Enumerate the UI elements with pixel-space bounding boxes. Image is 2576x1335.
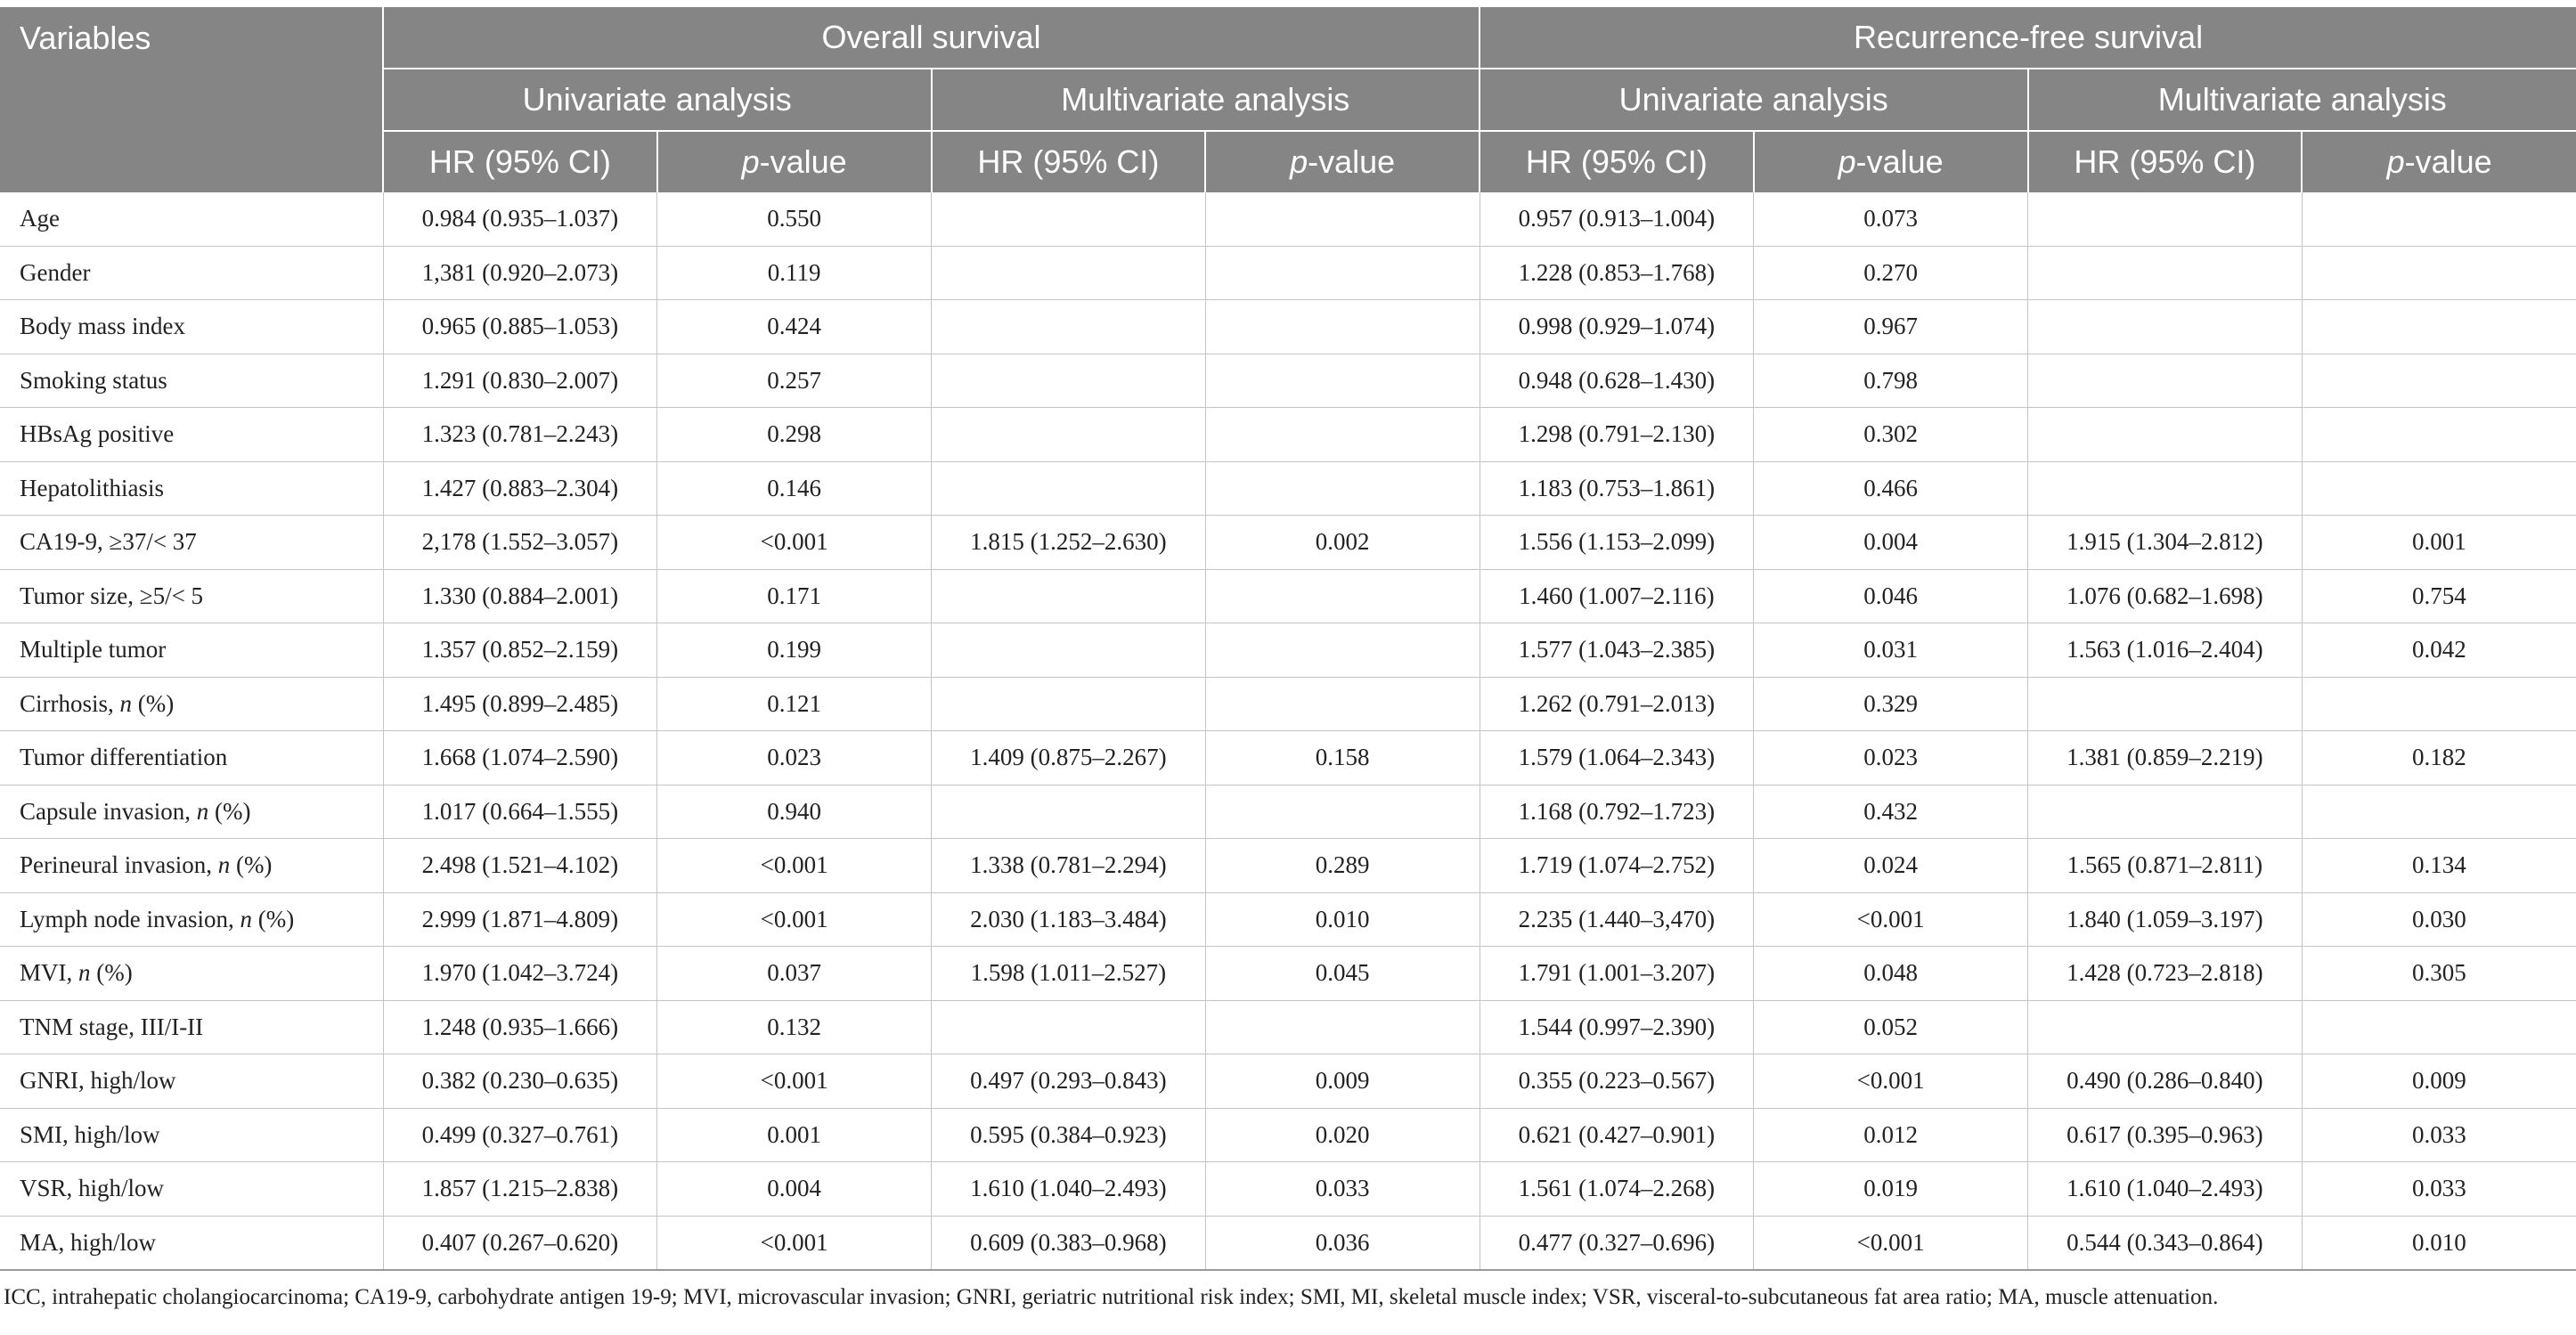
hr-ci-cell: 1.228 (0.853–1.768) bbox=[1480, 246, 1754, 300]
p-value-cell bbox=[1205, 677, 1480, 731]
hr-ci-cell: 2.235 (1.440–3,470) bbox=[1480, 892, 1754, 947]
p-value-cell: 0.466 bbox=[1754, 461, 2028, 516]
hr-ci-cell: 1.544 (0.997–2.390) bbox=[1480, 1000, 1754, 1054]
p-value-header bbox=[1754, 131, 2028, 192]
table-row bbox=[0, 300, 2576, 354]
hr-ci-cell: 0.617 (0.395–0.963) bbox=[2028, 1108, 2303, 1162]
hr-ci-cell: 1.168 (0.792–1.723) bbox=[1480, 785, 1754, 839]
rfs-univariate-header: Univariate analysis bbox=[1480, 69, 2028, 131]
p-value-cell: 0.023 bbox=[657, 731, 932, 786]
hr-ci-cell: 0.998 (0.929–1.074) bbox=[1480, 300, 1754, 354]
table-container bbox=[0, 7, 2576, 1310]
os-multivariate-header: Multivariate analysis bbox=[932, 69, 1480, 131]
hr-ci-cell bbox=[2028, 192, 2303, 246]
hr-ci-cell: 1.330 (0.884–2.001) bbox=[383, 569, 657, 623]
hr-ci-cell: 1.577 (1.043–2.385) bbox=[1480, 623, 1754, 678]
table-row bbox=[0, 192, 2576, 246]
hr-ci-cell: 1.610 (1.040–2.493) bbox=[932, 1162, 1206, 1217]
hr-ci-cell: 1.298 (0.791–2.130) bbox=[1480, 408, 1754, 462]
variable-name: MA, high/low bbox=[20, 1228, 157, 1256]
table-row bbox=[0, 461, 2576, 516]
hr-ci-cell: 1.563 (1.016–2.404) bbox=[2028, 623, 2303, 678]
p-value-cell: 0.171 bbox=[657, 569, 932, 623]
p-value-cell: 0.146 bbox=[657, 461, 932, 516]
variable-italic: n bbox=[217, 851, 231, 879]
p-value-cell: <0.001 bbox=[657, 516, 932, 570]
table-row bbox=[0, 839, 2576, 893]
table-row bbox=[0, 947, 2576, 1001]
p-value-cell bbox=[1205, 461, 1480, 516]
p-value-cell bbox=[1205, 623, 1480, 678]
p-value-cell: 0.033 bbox=[2302, 1162, 2576, 1217]
p-value-cell: 0.121 bbox=[657, 677, 932, 731]
table-row bbox=[0, 408, 2576, 462]
hr-ci-cell: 1.579 (1.064–2.343) bbox=[1480, 731, 1754, 786]
hr-ci-cell: 2.999 (1.871–4.809) bbox=[383, 892, 657, 947]
p-value-cell: 0.001 bbox=[2302, 516, 2576, 570]
p-value-cell: 0.020 bbox=[1205, 1108, 1480, 1162]
hr-ci-cell: 1.970 (1.042–3.724) bbox=[383, 947, 657, 1001]
variable-label bbox=[0, 1162, 383, 1217]
variable-label bbox=[0, 192, 383, 246]
p-value-cell: 0.257 bbox=[657, 354, 932, 408]
hr-ci-cell: 1.338 (0.781–2.294) bbox=[932, 839, 1206, 893]
hr-ci-cell: 2.030 (1.183–3.484) bbox=[932, 892, 1206, 947]
variable-label bbox=[0, 246, 383, 300]
recurrence-free-survival-header: Recurrence-free survival bbox=[1480, 7, 2576, 69]
p-value-cell bbox=[1205, 354, 1480, 408]
hr-ci-cell: 1.291 (0.830–2.007) bbox=[383, 354, 657, 408]
hr-ci-cell bbox=[932, 461, 1206, 516]
p-value-cell: 0.004 bbox=[657, 1162, 932, 1217]
p-value-cell: 0.298 bbox=[657, 408, 932, 462]
table-row bbox=[0, 1054, 2576, 1109]
hr-ci-cell: 1.561 (1.074–2.268) bbox=[1480, 1162, 1754, 1217]
variable-suffix: (%) bbox=[251, 905, 295, 932]
hr-ci-cell: 0.544 (0.343–0.864) bbox=[2028, 1216, 2303, 1270]
p-value-cell: 0.182 bbox=[2302, 731, 2576, 786]
p-value-cell: 0.289 bbox=[1205, 839, 1480, 893]
subheader-row bbox=[0, 131, 2576, 192]
hr-ci-cell bbox=[2028, 408, 2303, 462]
hr-ci-cell: 1.076 (0.682–1.698) bbox=[2028, 569, 2303, 623]
variable-name: HBsAg positive bbox=[20, 420, 175, 448]
hr-ci-cell bbox=[2028, 1000, 2303, 1054]
hr-ci-cell: 2.498 (1.521–4.102) bbox=[383, 839, 657, 893]
hr-ci-cell: 0.477 (0.327–0.696) bbox=[1480, 1216, 1754, 1270]
p-value-cell: <0.001 bbox=[1754, 1216, 2028, 1270]
p-value-cell: 0.004 bbox=[1754, 516, 2028, 570]
p-value-cell: 0.270 bbox=[1754, 246, 2028, 300]
p-value-cell: 0.199 bbox=[657, 623, 932, 678]
hr-ci-cell: 0.621 (0.427–0.901) bbox=[1480, 1108, 1754, 1162]
hr-ci-cell: 1.668 (1.074–2.590) bbox=[383, 731, 657, 786]
hr-ci-header: HR (95% CI) bbox=[1480, 131, 1754, 192]
variable-label bbox=[0, 569, 383, 623]
p-value-cell bbox=[2302, 192, 2576, 246]
p-value-cell bbox=[2302, 408, 2576, 462]
hr-ci-header: HR (95% CI) bbox=[2028, 131, 2303, 192]
hr-ci-cell: 1.428 (0.723–2.818) bbox=[2028, 947, 2303, 1001]
variable-name: Lymph node invasion, bbox=[20, 905, 240, 932]
p-value-cell: 0.036 bbox=[1205, 1216, 1480, 1270]
table-row bbox=[0, 731, 2576, 786]
hr-ci-cell: 1.556 (1.153–2.099) bbox=[1480, 516, 1754, 570]
hr-ci-cell: 0.382 (0.230–0.635) bbox=[383, 1054, 657, 1109]
p-value-cell: 0.002 bbox=[1205, 516, 1480, 570]
variable-name: CA19-9, ≥37/< 37 bbox=[20, 528, 197, 556]
p-value-cell bbox=[2302, 785, 2576, 839]
p-value-cell: 0.009 bbox=[1205, 1054, 1480, 1109]
table-row bbox=[0, 1162, 2576, 1217]
table-row bbox=[0, 246, 2576, 300]
hr-ci-cell bbox=[932, 1000, 1206, 1054]
table-row bbox=[0, 569, 2576, 623]
hr-ci-cell: 1,381 (0.920–2.073) bbox=[383, 246, 657, 300]
hr-ci-cell: 1.791 (1.001–3.207) bbox=[1480, 947, 1754, 1001]
hr-ci-cell: 1.460 (1.007–2.116) bbox=[1480, 569, 1754, 623]
variables-header: Variables bbox=[0, 7, 383, 192]
variable-name: VSR, high/low bbox=[20, 1175, 165, 1202]
p-value-cell: 0.940 bbox=[657, 785, 932, 839]
p-value-cell: 0.046 bbox=[1754, 569, 2028, 623]
p-value-cell: 0.073 bbox=[1754, 192, 2028, 246]
table-row bbox=[0, 892, 2576, 947]
variable-label bbox=[0, 785, 383, 839]
hr-ci-cell: 1.598 (1.011–2.527) bbox=[932, 947, 1206, 1001]
p-italic: p bbox=[1290, 143, 1308, 180]
p-value-cell: 0.009 bbox=[2302, 1054, 2576, 1109]
p-value-header bbox=[1205, 131, 1480, 192]
p-value-cell bbox=[2302, 300, 2576, 354]
variable-label bbox=[0, 516, 383, 570]
p-value-cell: 0.132 bbox=[657, 1000, 932, 1054]
variable-name: Gender bbox=[20, 258, 91, 286]
variable-suffix: (%) bbox=[132, 689, 175, 717]
p-value-cell: 0.550 bbox=[657, 192, 932, 246]
variable-name: Capsule invasion, bbox=[20, 797, 197, 825]
hr-ci-cell: 0.490 (0.286–0.840) bbox=[2028, 1054, 2303, 1109]
hr-ci-cell: 1.323 (0.781–2.243) bbox=[383, 408, 657, 462]
variable-name: MVI, bbox=[20, 959, 78, 987]
variable-name: SMI, high/low bbox=[20, 1120, 160, 1148]
p-value-cell bbox=[1205, 246, 1480, 300]
hr-ci-cell: 1.017 (0.664–1.555) bbox=[383, 785, 657, 839]
hr-ci-header: HR (95% CI) bbox=[383, 131, 657, 192]
variable-label bbox=[0, 839, 383, 893]
variable-label bbox=[0, 1216, 383, 1270]
table-row bbox=[0, 1216, 2576, 1270]
variable-label bbox=[0, 623, 383, 678]
hr-ci-cell: 1.381 (0.859–2.219) bbox=[2028, 731, 2303, 786]
p-value-cell bbox=[1205, 785, 1480, 839]
hr-ci-cell: 0.948 (0.628–1.430) bbox=[1480, 354, 1754, 408]
p-value-cell: 0.023 bbox=[1754, 731, 2028, 786]
p-value-header bbox=[2302, 131, 2576, 192]
variable-name: Age bbox=[20, 205, 60, 232]
os-univariate-header: Univariate analysis bbox=[383, 69, 932, 131]
p-value-header bbox=[657, 131, 932, 192]
variable-name: Cirrhosis, bbox=[20, 689, 120, 717]
p-value-cell: 0.302 bbox=[1754, 408, 2028, 462]
table-row bbox=[0, 677, 2576, 731]
hr-ci-cell bbox=[932, 246, 1206, 300]
hr-ci-cell: 1.610 (1.040–2.493) bbox=[2028, 1162, 2303, 1217]
hr-ci-cell bbox=[2028, 300, 2303, 354]
variable-name: Hepatolithiasis bbox=[20, 474, 164, 501]
hr-ci-cell: 0.355 (0.223–0.567) bbox=[1480, 1054, 1754, 1109]
hr-ci-cell: 1.565 (0.871–2.811) bbox=[2028, 839, 2303, 893]
p-value-suffix: -value bbox=[1855, 143, 1944, 180]
variable-name: TNM stage, III/I-II bbox=[20, 1013, 204, 1040]
variable-name: Perineural invasion, bbox=[20, 851, 218, 879]
table-row bbox=[0, 1108, 2576, 1162]
p-value-cell: 0.045 bbox=[1205, 947, 1480, 1001]
hr-ci-cell bbox=[932, 192, 1206, 246]
p-value-cell bbox=[1205, 300, 1480, 354]
variable-label bbox=[0, 677, 383, 731]
p-value-cell: 0.033 bbox=[2302, 1108, 2576, 1162]
variable-italic: n bbox=[196, 797, 209, 825]
variable-label bbox=[0, 731, 383, 786]
p-value-suffix: -value bbox=[1308, 143, 1396, 180]
p-value-cell: <0.001 bbox=[657, 892, 932, 947]
variable-label bbox=[0, 947, 383, 1001]
p-value-cell: 0.158 bbox=[1205, 731, 1480, 786]
table-row bbox=[0, 1000, 2576, 1054]
hr-ci-header: HR (95% CI) bbox=[932, 131, 1206, 192]
p-value-cell: 0.424 bbox=[657, 300, 932, 354]
hr-ci-cell: 1.409 (0.875–2.267) bbox=[932, 731, 1206, 786]
hr-ci-cell: 0.497 (0.293–0.843) bbox=[932, 1054, 1206, 1109]
p-value-suffix: -value bbox=[2404, 143, 2492, 180]
hr-ci-cell bbox=[932, 354, 1206, 408]
p-value-cell: 0.037 bbox=[657, 947, 932, 1001]
p-value-cell: <0.001 bbox=[1754, 1054, 2028, 1109]
variable-label bbox=[0, 461, 383, 516]
p-italic: p bbox=[741, 143, 760, 180]
variable-name: Smoking status bbox=[20, 366, 167, 394]
p-value-cell: 0.432 bbox=[1754, 785, 2028, 839]
hr-ci-cell: 0.965 (0.885–1.053) bbox=[383, 300, 657, 354]
hr-ci-cell: 0.984 (0.935–1.037) bbox=[383, 192, 657, 246]
hr-ci-cell: 1.183 (0.753–1.861) bbox=[1480, 461, 1754, 516]
hr-ci-cell: 1.427 (0.883–2.304) bbox=[383, 461, 657, 516]
hr-ci-cell: 0.957 (0.913–1.004) bbox=[1480, 192, 1754, 246]
p-italic: p bbox=[1838, 143, 1856, 180]
p-value-cell: 0.798 bbox=[1754, 354, 2028, 408]
p-value-cell: 0.019 bbox=[1754, 1162, 2028, 1217]
variable-label bbox=[0, 1108, 383, 1162]
p-value-cell bbox=[1205, 192, 1480, 246]
p-value-cell: 0.305 bbox=[2302, 947, 2576, 1001]
hr-ci-cell: 2,178 (1.552–3.057) bbox=[383, 516, 657, 570]
table-row bbox=[0, 354, 2576, 408]
variable-name: Multiple tumor bbox=[20, 636, 167, 663]
variable-label bbox=[0, 1000, 383, 1054]
variable-name: Tumor size, ≥5/< 5 bbox=[20, 582, 204, 609]
p-value-cell: 0.010 bbox=[2302, 1216, 2576, 1270]
p-value-cell: <0.001 bbox=[1754, 892, 2028, 947]
hr-ci-cell: 0.595 (0.384–0.923) bbox=[932, 1108, 1206, 1162]
variable-label bbox=[0, 1054, 383, 1109]
hr-ci-cell: 0.499 (0.327–0.761) bbox=[383, 1108, 657, 1162]
hr-ci-cell bbox=[2028, 354, 2303, 408]
hr-ci-cell: 1.840 (1.059–3.197) bbox=[2028, 892, 2303, 947]
variable-name: GNRI, high/low bbox=[20, 1067, 176, 1095]
hr-ci-cell bbox=[932, 677, 1206, 731]
variable-suffix: (%) bbox=[230, 851, 273, 879]
p-value-cell bbox=[2302, 677, 2576, 731]
p-italic: p bbox=[2386, 143, 2405, 180]
variable-suffix: (%) bbox=[90, 959, 133, 987]
hr-ci-cell bbox=[2028, 785, 2303, 839]
variable-name: Tumor differentiation bbox=[20, 744, 228, 771]
p-value-suffix: -value bbox=[759, 143, 847, 180]
hr-ci-cell: 0.609 (0.383–0.968) bbox=[932, 1216, 1206, 1270]
hr-ci-cell bbox=[2028, 461, 2303, 516]
hr-ci-cell bbox=[932, 623, 1206, 678]
hr-ci-cell: 1.719 (1.074–2.752) bbox=[1480, 839, 1754, 893]
p-value-cell: 0.030 bbox=[2302, 892, 2576, 947]
p-value-cell bbox=[2302, 461, 2576, 516]
p-value-cell: 0.134 bbox=[2302, 839, 2576, 893]
hr-ci-cell: 1.815 (1.252–2.630) bbox=[932, 516, 1206, 570]
table-header bbox=[0, 7, 2576, 192]
table-footnote: ICC, intrahepatic cholangiocarcinoma; CA19-9, carbohydrate antigen 19-9; MVI, microvascular invasion; GNRI, geriatric nutritional risk index; SMI, MI, skeletal muscle index; VSR, visceral-to-subcutaneous fat area ratio; MA, muscle attenuation. bbox=[4, 1285, 2219, 1309]
p-value-cell: 0.001 bbox=[657, 1108, 932, 1162]
p-value-cell: 0.012 bbox=[1754, 1108, 2028, 1162]
variable-italic: n bbox=[240, 905, 252, 932]
table-row bbox=[0, 516, 2576, 570]
variable-italic: n bbox=[78, 959, 91, 987]
p-value-cell: 0.119 bbox=[657, 246, 932, 300]
hr-ci-cell: 1.262 (0.791–2.013) bbox=[1480, 677, 1754, 731]
variable-label bbox=[0, 354, 383, 408]
p-value-cell bbox=[1205, 1000, 1480, 1054]
p-value-cell: <0.001 bbox=[657, 1054, 932, 1109]
hr-ci-cell: 1.357 (0.852–2.159) bbox=[383, 623, 657, 678]
hr-ci-cell bbox=[932, 300, 1206, 354]
hr-ci-cell: 1.248 (0.935–1.666) bbox=[383, 1000, 657, 1054]
p-value-cell: 0.033 bbox=[1205, 1162, 1480, 1217]
rfs-multivariate-header: Multivariate analysis bbox=[2028, 69, 2576, 131]
table-row bbox=[0, 623, 2576, 678]
p-value-cell bbox=[2302, 354, 2576, 408]
table-body bbox=[0, 192, 2576, 1270]
hr-ci-cell: 1.495 (0.899–2.485) bbox=[383, 677, 657, 731]
hr-ci-cell: 1.915 (1.304–2.812) bbox=[2028, 516, 2303, 570]
p-value-cell bbox=[2302, 1000, 2576, 1054]
p-value-cell: 0.042 bbox=[2302, 623, 2576, 678]
p-value-cell: 0.048 bbox=[1754, 947, 2028, 1001]
hr-ci-cell: 0.407 (0.267–0.620) bbox=[383, 1216, 657, 1270]
hr-ci-cell bbox=[932, 785, 1206, 839]
hr-ci-cell bbox=[2028, 677, 2303, 731]
variable-label bbox=[0, 892, 383, 947]
p-value-cell: 0.329 bbox=[1754, 677, 2028, 731]
variable-label bbox=[0, 300, 383, 354]
p-value-cell: 0.024 bbox=[1754, 839, 2028, 893]
variable-suffix: (%) bbox=[208, 797, 251, 825]
variable-label bbox=[0, 408, 383, 462]
p-value-cell: 0.754 bbox=[2302, 569, 2576, 623]
overall-survival-header: Overall survival bbox=[383, 7, 1480, 69]
table-row bbox=[0, 785, 2576, 839]
variable-italic: n bbox=[119, 689, 133, 717]
p-value-cell bbox=[1205, 408, 1480, 462]
hr-ci-cell bbox=[2028, 246, 2303, 300]
p-value-cell: 0.967 bbox=[1754, 300, 2028, 354]
p-value-cell bbox=[2302, 246, 2576, 300]
p-value-cell: 0.052 bbox=[1754, 1000, 2028, 1054]
hr-ci-cell bbox=[932, 408, 1206, 462]
variable-name: Body mass index bbox=[20, 313, 185, 340]
hr-ci-cell: 1.857 (1.215–2.838) bbox=[383, 1162, 657, 1217]
p-value-cell: 0.031 bbox=[1754, 623, 2028, 678]
cox-regression-table bbox=[0, 7, 2576, 1271]
hr-ci-cell bbox=[932, 569, 1206, 623]
p-value-cell bbox=[1205, 569, 1480, 623]
p-value-cell: <0.001 bbox=[657, 839, 932, 893]
p-value-cell: <0.001 bbox=[657, 1216, 932, 1270]
p-value-cell: 0.010 bbox=[1205, 892, 1480, 947]
